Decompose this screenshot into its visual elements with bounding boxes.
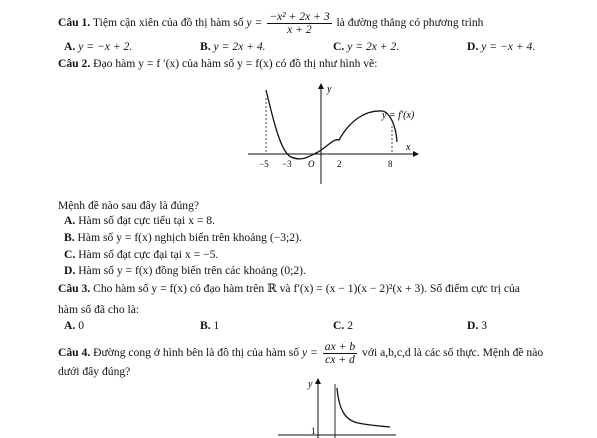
q1-stem bbox=[58, 11, 483, 36]
q1-func-lhs: y = bbox=[246, 16, 263, 30]
q4-stem-line2: dưới đây đúng? bbox=[58, 365, 131, 378]
q4-y-label: y bbox=[308, 379, 313, 390]
q1-fraction bbox=[267, 11, 331, 36]
q3-stem-line2: hàm số đã cho là: bbox=[58, 303, 140, 316]
q1-option-a: A. y = −x + 2. bbox=[64, 40, 133, 53]
q2-label: Câu 2. bbox=[58, 57, 91, 70]
q3-option-b: B. 1 bbox=[200, 319, 220, 332]
q4-text-after: với a,b,c,d là các số thực. Mệnh đề nào bbox=[362, 346, 544, 360]
q4-stem bbox=[58, 341, 543, 366]
q1-label: Câu 1. bbox=[58, 16, 91, 30]
q2-option-a: A. Hàm số đạt cực tiểu tại x = 8. bbox=[64, 214, 215, 227]
q3-option-c: C. 2 bbox=[333, 319, 353, 332]
q4-frac-den: cx + d bbox=[325, 353, 355, 366]
q4-hyperbola-graph bbox=[278, 376, 398, 438]
q2-x-label: x bbox=[406, 142, 411, 153]
q1-option-c: C. y = 2x + 2. bbox=[333, 40, 400, 53]
q2-tick-2: 2 bbox=[337, 159, 342, 169]
q1-option-d: D. y = −x + 4. bbox=[467, 40, 536, 53]
q1-frac-den: x + 2 bbox=[287, 23, 312, 36]
q2-stem bbox=[58, 57, 377, 71]
q2-tick-origin: O bbox=[308, 159, 315, 169]
q4-text-before: Đường cong ở hình bên là đồ thị của hàm số bbox=[93, 346, 300, 360]
q2-curve-label: y = f′(x) bbox=[382, 110, 415, 121]
q2-text: Đạo hàm y = f ′(x) của hàm số y = f(x) có đồ thị như hình vẽ: bbox=[93, 57, 378, 70]
q2-tick-8: 8 bbox=[388, 159, 393, 169]
q4-frac-num: ax + b bbox=[324, 340, 356, 353]
q1-option-b: B. y = 2x + 4. bbox=[200, 40, 266, 53]
q2-option-c: C. Hàm số đạt cực đại tại x = −5. bbox=[64, 248, 219, 261]
q2-option-d: D. Hàm số y = f(x) đồng biến trên các khoảng (0;2). bbox=[64, 264, 306, 277]
q2-option-b: B. Hàm số y = f(x) nghịch biến trên khoảng (−3;2). bbox=[64, 231, 302, 244]
q3-option-d: D. 3 bbox=[467, 319, 487, 332]
q2-prompt: Mệnh đề nào sau đây là đúng? bbox=[58, 199, 200, 212]
q3-label: Câu 3. bbox=[58, 282, 91, 295]
q2-curve bbox=[266, 90, 397, 159]
q3-stem-line1 bbox=[58, 282, 520, 296]
q4-tick-1: 1 bbox=[311, 426, 316, 436]
q2-derivative-graph bbox=[246, 80, 446, 190]
q1-frac-num: −x² + 2x + 3 bbox=[269, 10, 330, 23]
q4-func-lhs: y = bbox=[301, 346, 318, 360]
q3-option-a: A. 0 bbox=[64, 319, 84, 332]
q1-text-before: Tiệm cận xiên của đồ thị hàm số bbox=[92, 16, 244, 30]
q1-text-after: là đường thẳng có phương trình bbox=[336, 16, 484, 30]
q2-y-label: y bbox=[327, 84, 332, 95]
q4-curve bbox=[337, 388, 390, 427]
q2-tick-minus3: −3 bbox=[282, 159, 292, 169]
q3-text-line1: Cho hàm số y = f(x) có đạo hàm trên ℝ và f′(x) = (x − 1)(x − 2)²(x + 3). Số điểm cực trị của bbox=[93, 282, 520, 295]
q2-tick-minus5: −5 bbox=[259, 159, 269, 169]
q4-label: Câu 4. bbox=[58, 346, 91, 360]
q4-fraction bbox=[323, 341, 357, 366]
